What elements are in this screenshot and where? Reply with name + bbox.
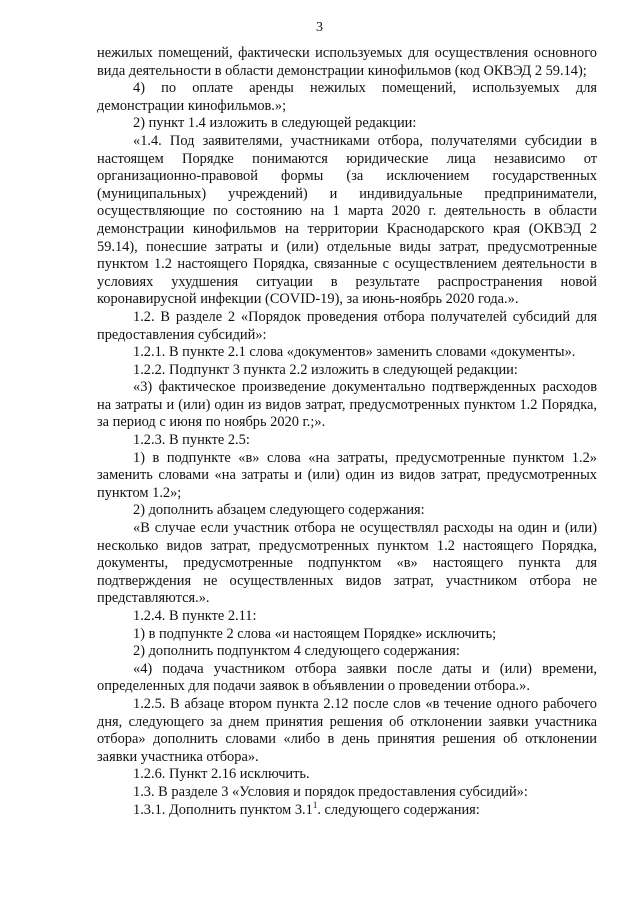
paragraph: 1.2.5. В абзаце втором пункта 2.12 после слов «в течение одного рабочего дня, следующего за днем принятия решения об отклонении заявки участника отбора» дополнить словами «либо в день принятия решения об отклонении заявки участника отбора». — [97, 695, 597, 765]
paragraph: 1.2.1. В пункте 2.1 слова «документов» заменить словами «документы». — [133, 344, 576, 361]
paragraph: нежилых помещений, фактически используемых для осуществления основного вида деятельности в области демонстрации кинофильмов (код ОКВЭД 2 59.14); — [97, 45, 597, 79]
paragraph: «В случае если участник отбора не осуществлял расходы на один и (или) несколько видов затрат, предусмотренных пунктом 1.2 настоящего Порядка, документы, предусмотренные подпунктом «в» настоящего пункта для подтверждения не осуществленных видов затрат, участником отбора не представляются.». — [97, 520, 597, 607]
paragraph: 2) дополнить абзацем следующего содержания: — [133, 502, 425, 519]
paragraph: 1.2.6. Пункт 2.16 исключить. — [133, 766, 310, 783]
paragraph: «4) подача участником отбора заявки после даты и (или) времени, определенных для подачи заявок в объявлении о проведении отбора.». — [97, 660, 597, 695]
superscript-number: 1 — [312, 799, 318, 810]
paragraph: «3) фактическое произведение документально подтвержденных расходов на затраты и (или) один из видов затрат, предусмотренных пунктом 1.2 Порядка, за период с июня по ноябрь 2020 г.;». — [97, 379, 597, 431]
paragraph: 1.2.2. Подпункт 3 пункта 2.2 изложить в следующей редакции: — [133, 361, 518, 378]
page-number: 3 — [316, 20, 323, 35]
paragraph: 2) пункт 1.4 изложить в следующей редакции: — [133, 115, 417, 132]
paragraph: 4) по оплате аренды нежилых помещений, используемых для демонстрации кинофильмов.»; — [97, 80, 597, 114]
paragraph: «1.4. Под заявителями, участниками отбора, получателями субсидии в настоящем Порядке понимаются юридические лица независимо от организационно-правовой формы (за исключением государственных (муниципальных) учреждений) и индивидуальные предприниматели, осуществляющие по состоянию на 1 марта 2020 г. деятельность в области демонстрации кинофильмов на территории Краснодарского края (ОКВЭД 2 59.14), понесшие затраты и (или) отдельные виды затрат, предусмотренные пунктом 1.2 настоящего Порядка, связанные с осуществлением деятельности в условиях ухудшения ситуации в результате распространения новой коронавирусной инфекции (COVID-19), за июнь-ноябрь 2020 года.». — [97, 132, 597, 308]
paragraph-text-after-sup: . следующего содержания: — [317, 801, 480, 818]
paragraph: 1.2. В разделе 2 «Порядок проведения отбора получателей субсидий для предоставления субсидий»: — [97, 308, 597, 343]
document-body — [97, 45, 597, 819]
paragraph-last — [97, 799, 597, 820]
paragraph: 1) в подпункте «в» слова «на затраты, предусмотренные пунктом 1.2» заменить словами «на затраты и (или) один из видов затрат, предусмотренных пунктом 1.2»; — [97, 449, 597, 501]
paragraph: 2) дополнить подпунктом 4 следующего содержания: — [133, 643, 460, 660]
paragraph-text-before-sup: 1.3.1. Дополнить пунктом 3.1 — [133, 801, 313, 818]
paragraph: 1.2.3. В пункте 2.5: — [133, 432, 250, 449]
paragraph: 1.3. В разделе 3 «Условия и порядок предоставления субсидий»: — [133, 783, 528, 800]
paragraph: 1.2.4. В пункте 2.11: — [133, 608, 257, 624]
paragraph: 1) в подпункте 2 слова «и настоящем Порядке» исключить; — [133, 625, 497, 642]
paragraph-list — [97, 45, 597, 802]
